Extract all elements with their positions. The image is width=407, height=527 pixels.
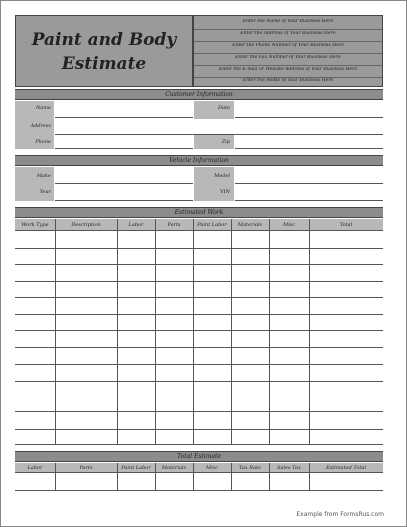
address-label: Address xyxy=(30,123,51,129)
business-email: Enter the E-mail or Website Address of Your Business Here xyxy=(218,67,358,72)
table-row xyxy=(15,297,383,298)
totals-col-parts: Parts xyxy=(79,465,93,471)
vehicle-section-title: Vehicle Information xyxy=(169,157,229,164)
grid-col-divider xyxy=(231,463,232,491)
totals-col-labor: Labor xyxy=(27,465,43,471)
business-phone: Enter the Phone Number of Your Business Here xyxy=(232,43,344,48)
business-name: Enter the Name of Your Business Here xyxy=(242,19,334,24)
business-address: Enter the Address of Your Business Here xyxy=(240,31,336,36)
table-row xyxy=(15,411,383,412)
totals-section-bar xyxy=(15,451,383,462)
business-fax: Enter the Fax Number of Your Business Here xyxy=(235,55,341,60)
table-row xyxy=(15,429,383,430)
customer-section-bar xyxy=(15,89,383,100)
grid-col-divider xyxy=(193,463,194,491)
business-info-box xyxy=(193,15,383,87)
title-box xyxy=(15,15,193,87)
grid-col-divider xyxy=(309,463,310,491)
col-labor: Labor xyxy=(128,222,144,228)
col-work-type: Work Type xyxy=(21,222,49,228)
year-label: Year xyxy=(39,189,51,195)
vin-field[interactable] xyxy=(235,184,383,201)
table-row xyxy=(15,364,383,365)
divider xyxy=(194,53,382,54)
col-misc: Misc xyxy=(282,222,296,228)
totals-col-materials: Materials xyxy=(161,465,187,471)
vin-label: VIN xyxy=(220,189,230,195)
work-grid[interactable] xyxy=(15,231,383,445)
totals-col-paint-labor: Paint Labor xyxy=(121,465,151,471)
table-row xyxy=(15,248,383,249)
totals-col-tax-rate: Tax Rate xyxy=(238,465,262,471)
year-field[interactable] xyxy=(55,184,193,201)
customer-section-title: Customer Information xyxy=(165,91,233,98)
date-field[interactable] xyxy=(235,101,383,118)
work-section-title: Estimated Work xyxy=(174,209,224,216)
divider xyxy=(194,41,382,42)
col-parts: Parts xyxy=(167,222,181,228)
phone-label: Phone xyxy=(35,139,51,145)
totals-section-title: Total Estimate xyxy=(177,453,221,460)
table-row xyxy=(15,330,383,331)
zip-label: Zip xyxy=(221,139,230,145)
form-title-line1: Paint and Body xyxy=(31,30,177,50)
date-label: Date xyxy=(218,105,230,111)
table-row xyxy=(15,281,383,282)
form-title-line2: Estimate xyxy=(61,54,147,74)
business-motto: Enter the Motto of Your Business Here xyxy=(242,78,334,83)
grid-col-divider xyxy=(55,463,56,491)
vehicle-section-bar xyxy=(15,155,383,166)
table-row xyxy=(15,381,383,382)
totals-row[interactable] xyxy=(15,474,383,491)
col-paint-labor: Paint Labor xyxy=(197,222,227,228)
col-total: Total xyxy=(339,222,353,228)
table-row xyxy=(15,264,383,265)
name-label: Name xyxy=(35,105,51,111)
zip-field[interactable] xyxy=(235,135,383,149)
table-row xyxy=(15,314,383,315)
divider xyxy=(194,65,382,66)
totals-col-sales-tax: Sales Tax xyxy=(277,465,301,471)
phone-field[interactable] xyxy=(55,135,193,149)
totals-col-misc: Misc xyxy=(205,465,219,471)
make-field[interactable] xyxy=(55,167,193,184)
model-label: Model xyxy=(214,173,230,179)
footer-credit: Example from FormsRus.com xyxy=(296,511,384,518)
grid-col-divider xyxy=(117,463,118,491)
model-field[interactable] xyxy=(235,167,383,184)
work-section-bar xyxy=(15,207,383,218)
name-field[interactable] xyxy=(55,101,193,118)
col-materials: Materials xyxy=(237,222,263,228)
address-field[interactable] xyxy=(55,119,383,135)
divider xyxy=(194,29,382,30)
col-description: Description xyxy=(71,222,101,228)
make-label: Make xyxy=(36,173,51,179)
table-row xyxy=(15,347,383,348)
grid-col-divider xyxy=(155,463,156,491)
totals-col-estimated-total: Estimated Total xyxy=(326,465,366,471)
grid-col-divider xyxy=(269,463,270,491)
